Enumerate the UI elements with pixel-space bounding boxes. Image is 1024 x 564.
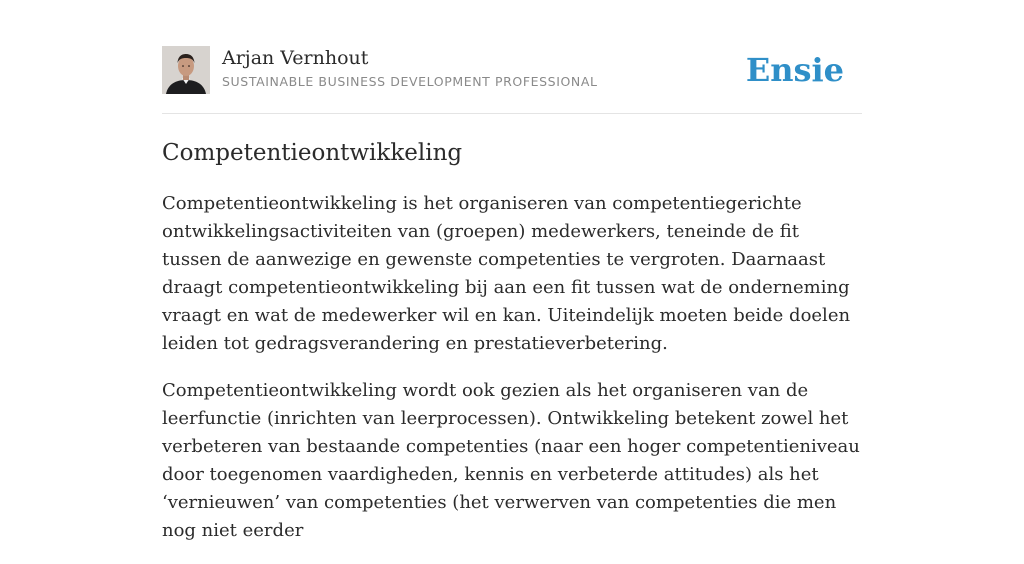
brand-logo[interactable]: Ensie	[745, 51, 844, 89]
author-header	[162, 46, 862, 96]
article-paragraph: Competentieontwikkeling is het organiseren van competentiegerichte ontwikkelingsactiviteiten van (groepen) medewerkers, teneinde de fit tussen de aanwezige en gewenste competenties te vergroten. Daarnaast draagt competentieontwikkeling bij aan een fit tussen wat de onderneming vraagt en wat de medewerker wil en kan. Uiteindelijk moeten beide doelen leiden tot gedragsverandering en prestatieverbetering.	[162, 193, 851, 354]
article-paragraph: Competentieontwikkeling wordt ook gezien als het organiseren van de leerfunctie (inrichten van leerprocessen). Ontwikkeling betekent zowel het verbeteren van bestaande competenties (naar een hoger competentieniveau door toegenomen vaardigheden, kennis en verbeterde attitudes) als het ‘vernieuwen’ van competenties (het verwerven van competenties die men nog niet eerder	[162, 380, 860, 541]
author-title: SUSTAINABLE BUSINESS DEVELOPMENT PROFESSIONAL	[222, 74, 598, 89]
header-divider	[162, 113, 862, 114]
avatar[interactable]	[162, 46, 210, 94]
article-body	[162, 190, 862, 564]
page-title: Competentieontwikkeling	[162, 140, 463, 166]
author-name[interactable]: Arjan Vernhout	[222, 47, 369, 69]
article-card	[162, 46, 862, 541]
person-portrait-icon	[162, 46, 210, 94]
